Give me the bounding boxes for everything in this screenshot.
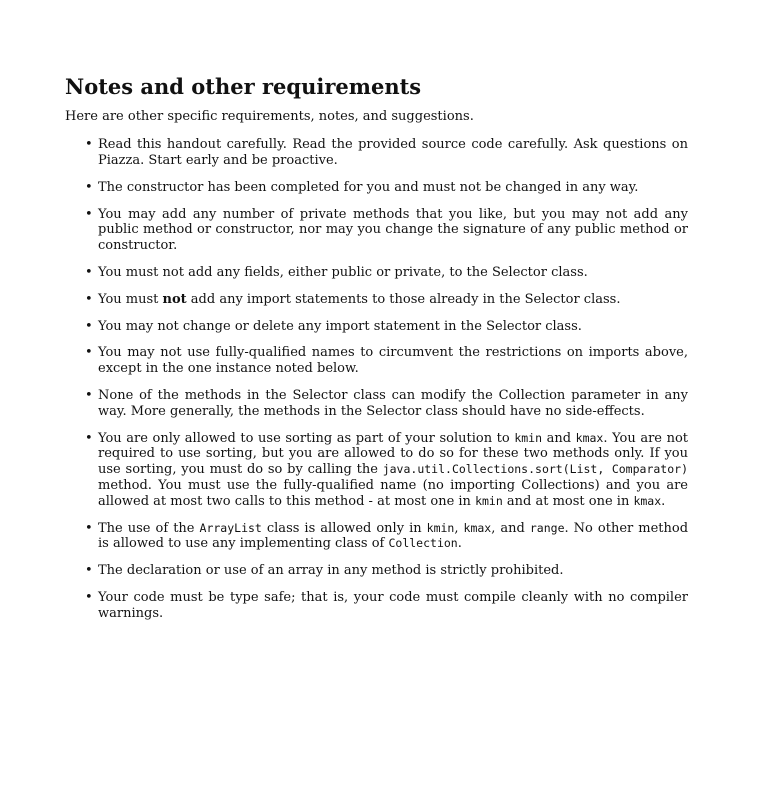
list-item-text: . No other method is allowed to use any implementing class of [98, 520, 689, 552]
bullet-icon: • [85, 318, 93, 334]
bullet-icon: • [85, 179, 93, 195]
code-kmin: kmin [514, 430, 543, 445]
list-item-text: You are only allowed to use sorting as part of your solution to [98, 430, 515, 446]
list-item-text: You must not add any fields, either public or private, to the Selector class. [98, 264, 588, 280]
list-item-text: Read this handout carefully. Read the provided source code carefully. Ask questions on Piazza. Start early and be proactive. [98, 137, 688, 168]
list-item [85, 387, 688, 420]
list-item-text: You may not change or delete any import statement in the Selector class. [98, 318, 582, 334]
list-item-text: , and [491, 520, 530, 536]
list-item-text: , [454, 520, 464, 536]
list-item-text: add any import statements to those already in the Selector class. [186, 291, 621, 307]
list-item [85, 264, 688, 281]
emphasis-text: not [162, 291, 187, 307]
list-item [85, 179, 688, 196]
list-item [85, 430, 688, 510]
list-item-text: and at most one in [502, 493, 634, 509]
list-item-text: . [661, 493, 666, 509]
bullet-icon: • [85, 430, 93, 446]
list-item-text: The constructor has been completed for you and must not be changed in any way. [98, 179, 639, 195]
list-item-text: and [542, 430, 576, 446]
list-item-text: . [457, 536, 462, 552]
list-item [85, 345, 688, 377]
list-item [85, 137, 688, 169]
list-item-text: The use of the [98, 520, 200, 536]
list-item-text: You may add any number of private methods that you like, but you may not add any public method or constructor, nor may you change the signature of any public method or constructor. [98, 206, 688, 254]
bullet-icon: • [85, 264, 93, 280]
list-item [85, 206, 688, 254]
code-range: range [529, 520, 565, 535]
bullet-icon: • [85, 589, 93, 605]
bullet-icon: • [85, 520, 93, 536]
bullet-icon: • [85, 387, 93, 403]
code-collections-sort: java.util.Collections.sort(List, Comparator) [382, 462, 688, 477]
section-heading: Notes and other requirements [65, 74, 422, 99]
list-item [85, 589, 688, 622]
list-item-text: method. You must use the fully-qualified name (no importing Collections) and you are allowed at most two calls to this method - at most one in [98, 477, 688, 509]
list-item-text: The declaration or use of an array in any method is strictly prohibited. [98, 563, 564, 579]
code-kmin: kmin [426, 520, 455, 535]
list-item [85, 520, 689, 553]
intro-paragraph: Here are other specific requirements, notes, and suggestions. [65, 109, 474, 125]
list-item-text: None of the methods in the Selector class can modify the Collection parameter in any way. More generally, the methods in the Selector class should have no side-effects. [98, 387, 688, 419]
bullet-icon: • [85, 137, 93, 153]
list-item [85, 318, 688, 335]
code-collection: Collection [388, 536, 458, 551]
code-kmax: kmax [463, 520, 492, 535]
list-item-text: Your code must be type safe; that is, your code must compile cleanly with no compiler warnings. [98, 589, 688, 621]
list-item [85, 291, 688, 308]
bullet-icon: • [85, 291, 93, 307]
list-item-text: . You are not required to use sorting, but you are allowed to do so for these two methods only. If you use sorting, you must do so by calling the [98, 430, 688, 478]
bullet-icon: • [85, 206, 93, 222]
code-kmax: kmax [633, 493, 662, 508]
bullet-icon: • [85, 563, 93, 579]
code-arraylist: ArrayList [199, 520, 262, 535]
list-item [85, 563, 688, 579]
code-kmin: kmin [475, 493, 503, 508]
list-item-text: You must [98, 291, 163, 307]
list-item-text: class is allowed only in [261, 520, 427, 536]
code-kmax: kmax [575, 430, 604, 445]
list-item-text: You may not use fully-qualified names to circumvent the restrictions on imports above, except in the one instance noted below. [98, 345, 688, 377]
requirements-list [65, 137, 688, 621]
bullet-icon: • [85, 345, 93, 361]
